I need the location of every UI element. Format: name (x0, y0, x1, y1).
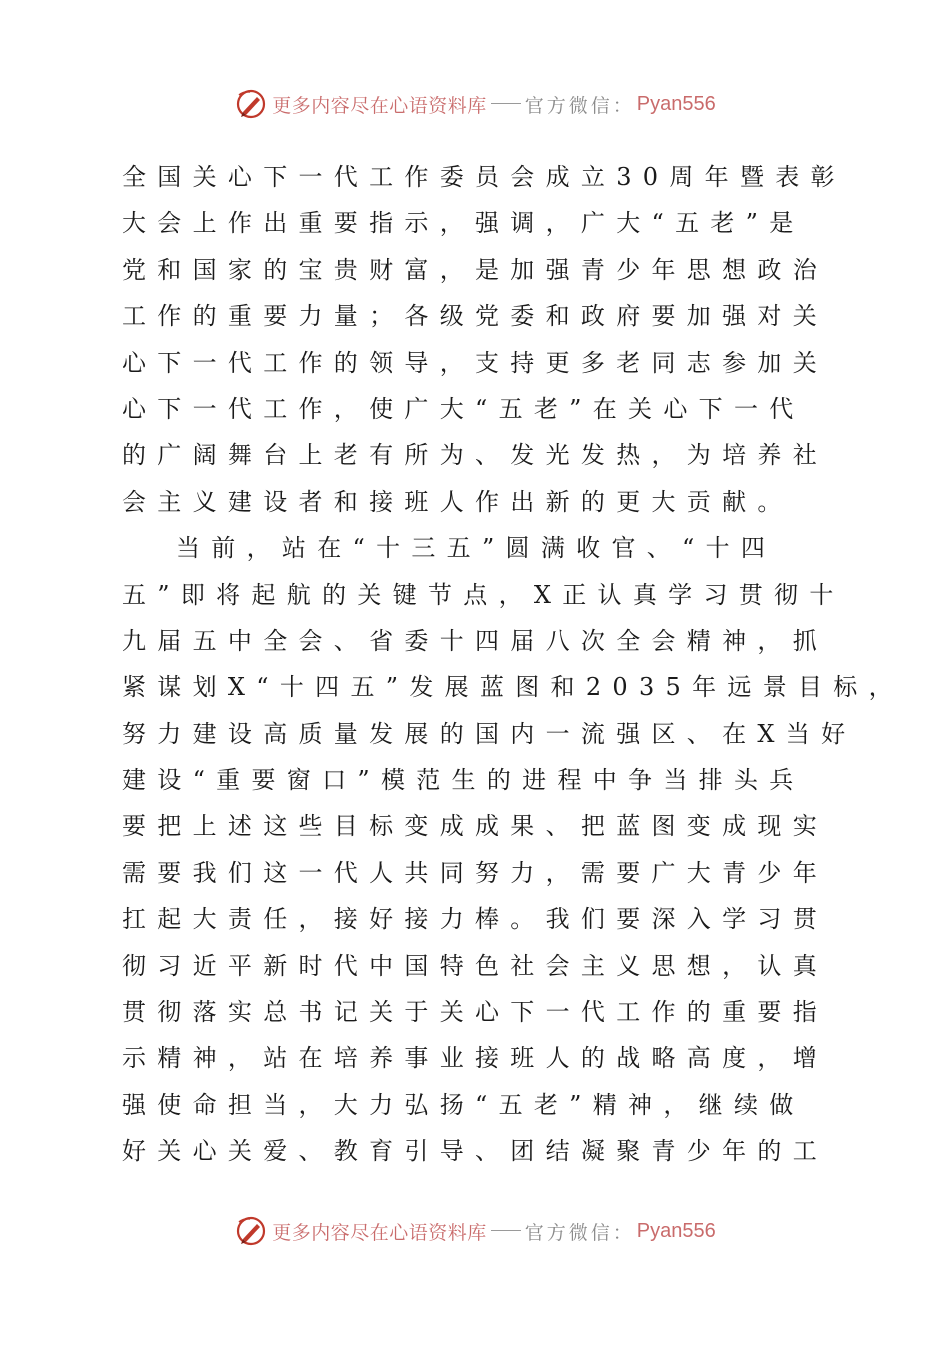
document-body (122, 154, 904, 1175)
text-line: 心下一代工作的领导，支持更多老同志参加关 (122, 348, 828, 377)
paragraph-start-line: 当前，站在“十三五”圆满收官、“十四 (176, 534, 777, 563)
footer-wechat-id: Pyan556 (636, 1219, 716, 1242)
text-line: 努力建设高质量发展的国内一流强区、在X当好 (122, 719, 857, 748)
header-subtitle: 官方微信： (524, 94, 635, 117)
text-line: 的广阔舞台上老有所为、发光发热，为培养社 (122, 441, 828, 470)
footer-title: 更多内容尽在心语资料库 (272, 1221, 487, 1244)
header-banner (0, 84, 950, 124)
text-line: 九届五中全会、省委十四届八次全会精神，抓 (122, 626, 828, 655)
text-line: 大会上作出重要指示，强调，广大“五老”是 (122, 209, 805, 238)
text-line: 党和国家的宝贵财富，是加强青少年思想政治 (122, 255, 828, 284)
text-line: 工作的重要力量；各级党委和政府要加强对关 (122, 302, 828, 331)
header-wechat-id: Pyan556 (636, 92, 716, 115)
footer-dash (491, 1230, 521, 1231)
text-line: 扛起大责任，接好接力棒。我们要深入学习贯 (122, 905, 828, 934)
text-line: 彻习近平新时代中国特色社会主义思想，认真 (122, 951, 828, 980)
text-line: 紧谋划X“十四五”发展蓝图和2035年远景目标， (122, 673, 904, 702)
footer-subtitle: 官方微信： (524, 1221, 635, 1244)
text-line: 要把上述这些目标变成成果、把蓝图变成现实 (122, 812, 828, 841)
text-line: 示精神，站在培养事业接班人的战略高度，增 (122, 1044, 828, 1073)
footer-banner (0, 1211, 950, 1251)
text-line: 全国关心下一代工作委员会成立30周年暨表彰 (122, 163, 846, 191)
text-line: 贯彻落实总书记关于关心下一代工作的重要指 (122, 998, 828, 1027)
header-dash (491, 103, 521, 104)
text-line: 会主义建设者和接班人作出新的更大贡献。 (122, 487, 793, 516)
text-line: 强使命担当，大力弘扬“五老”精神，继续做 (122, 1090, 805, 1119)
pen-logo-icon (234, 87, 268, 121)
text-line: 五”即将起航的关键节点，X正认真学习贯彻十 (122, 580, 845, 609)
text-line: 好关心关爱、教育引导、团结凝聚青少年的工 (122, 1137, 828, 1166)
text-line: 需要我们这一代人共同努力，需要广大青少年 (122, 858, 828, 887)
text-line: 建设“重要窗口”模范生的进程中争当排头兵 (122, 766, 805, 795)
header-title: 更多内容尽在心语资料库 (272, 94, 487, 117)
pen-logo-icon (234, 1214, 268, 1248)
text-line: 心下一代工作，使广大“五老”在关心下一代 (122, 394, 805, 423)
